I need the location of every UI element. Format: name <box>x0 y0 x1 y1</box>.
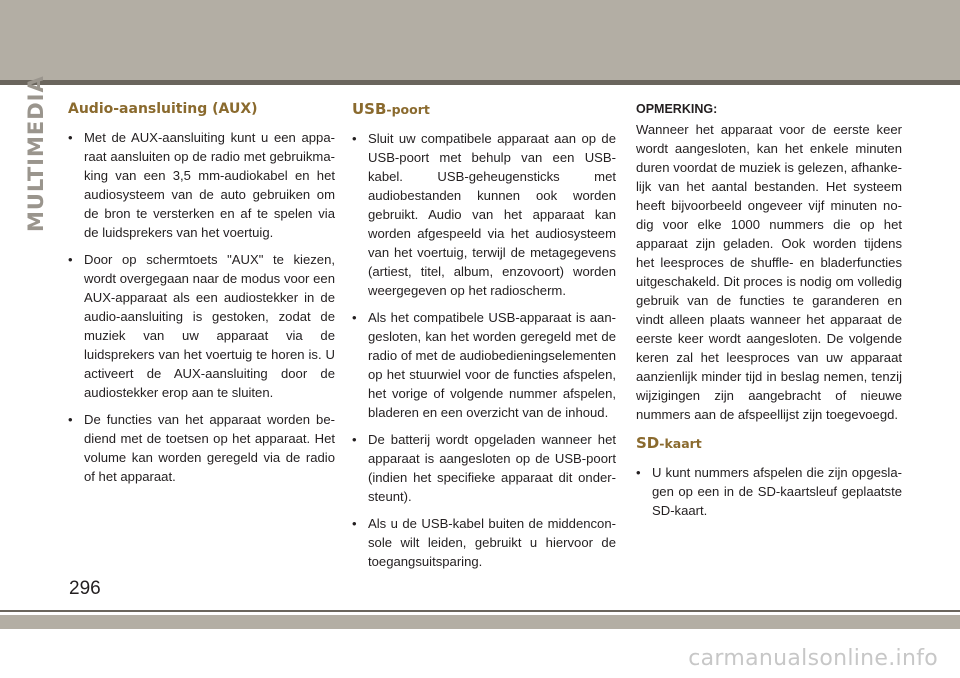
column-note-sd <box>636 100 902 528</box>
heading-aux: Audio-aansluiting (AUX) <box>68 101 258 117</box>
list-item: • De functies van het apparaat worden bediend met de toetsen op het apparaat. Het volume kan worden geregeld via de radio of het apparaat. <box>68 410 335 486</box>
list-item: • U kunt nummers afspelen die zijn opgeslagen op een in de SD-kaartsleuf geplaatste SD-kaart. <box>636 463 902 520</box>
section-side-label: MULTIMEDIA <box>24 75 48 232</box>
list-item: • Door op schermtoets "AUX" te kiezen, wordt overgegaan naar de modus voor een AUX-apparaat als een audiostekker in de audio-aansluiting is gestoken, zodat de muziek van uw apparaat via de luidsprekers van het voertuig te horen is. U activeert de AUX-aansluiting door de audiostekker erop aan te sluiten. <box>68 250 335 402</box>
sd-bullet-list <box>636 463 902 520</box>
aux-bullet-list <box>68 128 335 486</box>
column-aux <box>68 100 335 494</box>
header-band <box>0 0 960 80</box>
heading-sd-main: SD <box>636 434 660 452</box>
list-item: • Als het compatibele USB-apparaat is aangesloten, kan het worden geregeld met de radio of met de audiobedieningselementen op het stuurwiel voor de functies afspelen, het vorige of volgende nummer afspelen, bladeren en een overzicht van de inhoud. <box>352 308 616 422</box>
list-item: • Sluit uw compatibele apparaat aan op de USB-poort met behulp van een USB-kabel. USB-geheugensticks met audiobestanden kunnen ook worden gebruikt. Audio van het apparaat kan worden afgespeeld via het audiosysteem van het voertuig, terwijl de metagegevens (artiest, titel, album, enzovoort) worden weergegeven op het radioscherm. <box>352 129 616 300</box>
usb-bullet-list <box>352 129 616 571</box>
list-item: • De batterij wordt opgeladen wanneer het apparaat is aangesloten op de USB-poort (indien het specifieke apparaat dit ondersteunt). <box>352 430 616 506</box>
page-number: 296 <box>69 578 101 599</box>
note-text: Wanneer het apparaat voor de eerste keer wordt aangesloten, kan het enkele minuten duren voordat de muziek is gelezen, afhankelijk van het aantal bestanden. Het systeem heeft bijvoorbeeld ongeveer vijf minuten nodig voor elke 1000 nummers die op het apparaat zijn geladen. Ook worden tijdens het leesproces de shuffle- en bladerfuncties uitgeschakeld. Dit proces is nodig om volledig gebruik van de functies te garanderen en vindt alleen plaats wanneer het apparaat de eerste keer wordt aangesloten. De volgende keren zal het leesproces van uw apparaat aanzienlijk minder tijd in beslag nemen, tenzij wijzigingen zijn aangebracht of nieuwe nummers aan de afspeellijst zijn toegevoegd. <box>636 122 902 422</box>
note-heading: OPMERKING: <box>636 102 718 116</box>
list-item: • Met de AUX-aansluiting kunt u een apparaat aansluiten op de radio met gebruikmaking van een 3,5 mm-audiokabel en het audiosysteem van de auto gebruiken om de bron te versterken en af te spelen via de luidsprekers van het voertuig. <box>68 128 335 242</box>
watermark-text: carmanualsonline.info <box>688 646 938 671</box>
heading-sd-sub: -kaart <box>659 436 702 451</box>
header-rule <box>0 80 960 85</box>
heading-usb-sub: -poort <box>386 102 430 117</box>
list-item: • Als u de USB-kabel buiten de middenconsole wilt leiden, gebruikt u hiervoor de toegangsuitsparing. <box>352 514 616 571</box>
footer-band <box>0 615 960 629</box>
heading-usb-main: USB <box>352 100 387 118</box>
heading-sd <box>636 434 902 454</box>
footer-rule <box>0 610 960 612</box>
column-usb <box>352 100 616 579</box>
heading-usb <box>352 100 616 120</box>
